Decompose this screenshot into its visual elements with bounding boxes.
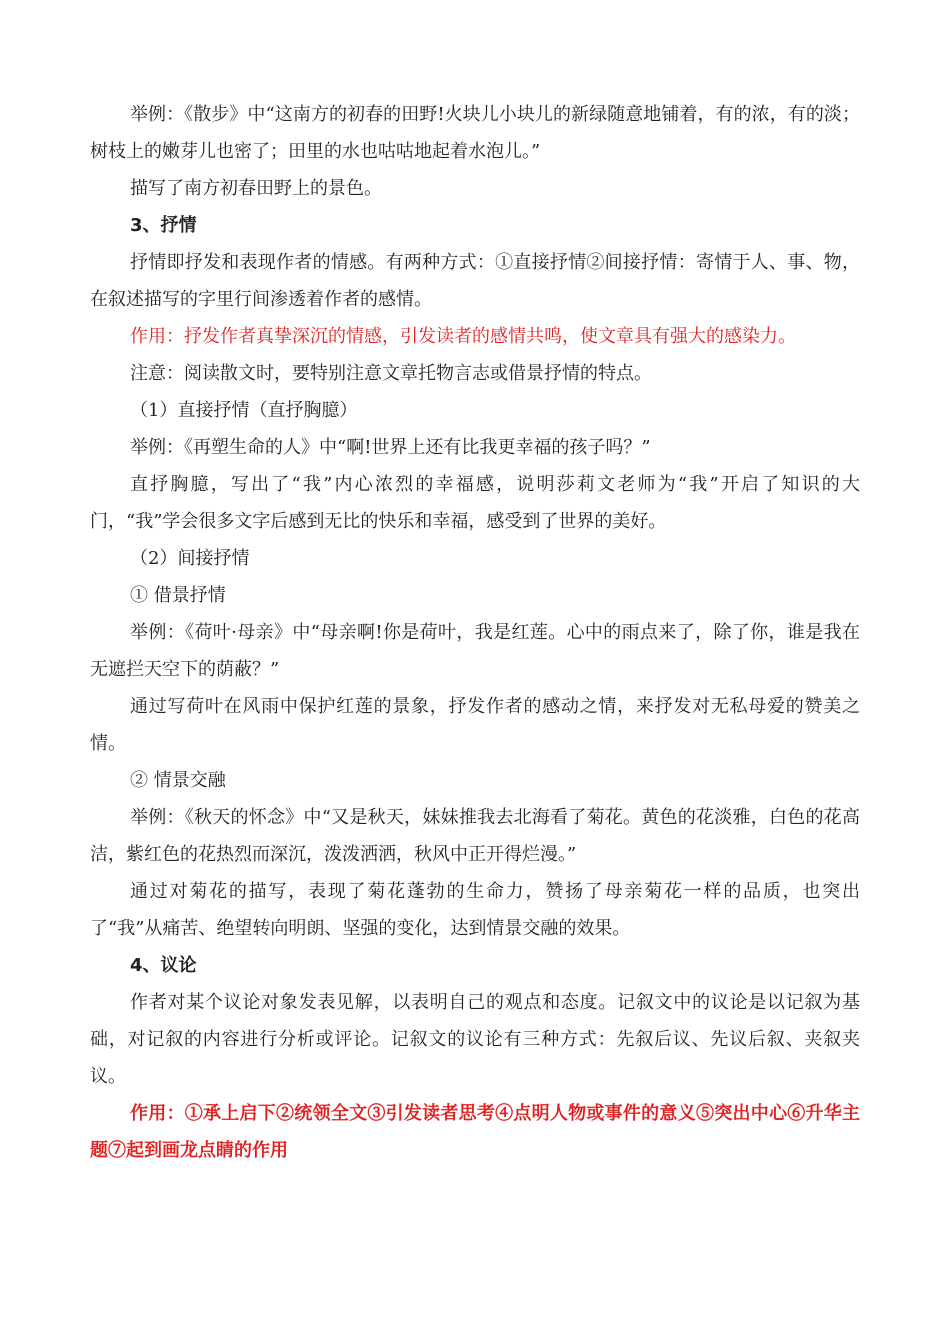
subheading-indirect-lyric: （2）间接抒情 — [130, 548, 250, 569]
example-paragraph: 举例：《荷叶·母亲》中“母亲啊!你是荷叶，我是红莲。心中的雨点来了，除了你，谁是我在无遮拦天空下的荫蔽？” — [90, 622, 860, 680]
body-paragraph: 描写了南方初春田野上的景色。 — [130, 178, 382, 199]
subheading-scene-blend: ② 情景交融 — [130, 770, 226, 791]
function-note-red-bold: 作用：①承上启下②统领全文③引发读者思考④点明人物或事件的意义⑤突出中心⑥升华主题⑦起到画龙点睛的作用 — [90, 1103, 860, 1161]
function-note-red: 作用：抒发作者真挚深沉的情感，引发读者的感情共鸣，使文章具有强大的感染力。 — [130, 326, 796, 347]
body-paragraph: 作者对某个议论对象发表见解，以表明自己的观点和态度。记叙文中的议论是以记叙为基础，对记叙的内容进行分析或评论。记叙文的议论有三种方式：先叙后议、先议后叙、夹叙夹议。 — [90, 992, 860, 1087]
body-paragraph: 通过写荷叶在风雨中保护红莲的景象，抒发作者的感动之情，来抒发对无私母爱的赞美之情。 — [90, 696, 860, 754]
subheading-scene-lyric: ① 借景抒情 — [130, 585, 226, 606]
attention-note: 注意：阅读散文时，要特别注意文章托物言志或借景抒情的特点。 — [130, 363, 652, 384]
body-paragraph: 通过对菊花的描写，表现了菊花蓬勃的生命力，赞扬了母亲菊花一样的品质，也突出了“我”从痛苦、绝望转向明朗、坚强的变化，达到情景交融的效果。 — [90, 881, 860, 939]
example-paragraph: 举例：《秋天的怀念》中“又是秋天，妹妹推我去北海看了菊花。黄色的花淡雅，白色的花高洁，紫红色的花热烈而深沉，泼泼洒洒，秋风中正开得烂漫。” — [90, 807, 860, 865]
example-paragraph: 举例：《散步》中“这南方的初春的田野!火块儿小块儿的新绿随意地铺着，有的浓，有的淡；树枝上的嫩芽儿也密了；田里的水也咕咕地起着水泡儿。” — [90, 104, 860, 162]
section-heading-argument: 4、议论 — [130, 955, 197, 976]
document-body — [90, 96, 860, 1169]
section-heading-lyric: 3、抒情 — [130, 215, 197, 236]
example-paragraph: 举例：《再塑生命的人》中“啊!世界上还有比我更幸福的孩子吗？” — [130, 437, 651, 458]
subheading-direct-lyric: （1）直接抒情（直抒胸臆） — [130, 400, 358, 421]
body-paragraph: 抒情即抒发和表现作者的情感。有两种方式：①直接抒情②间接抒情：寄情于人、事、物，在叙述描写的字里行间渗透着作者的感情。 — [90, 252, 860, 310]
body-paragraph: 直抒胸臆，写出了“我”内心浓烈的幸福感，说明莎莉文老师为“我”开启了知识的大门，“我”学会很多文字后感到无比的快乐和幸福，感受到了世界的美好。 — [90, 474, 860, 532]
